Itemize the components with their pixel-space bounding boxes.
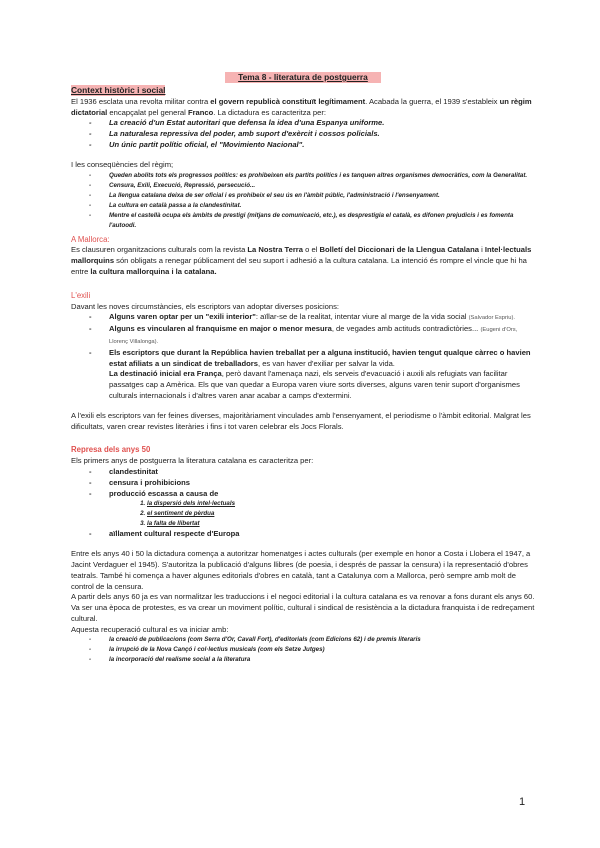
section-heading-mallorca: A Mallorca: (71, 234, 110, 244)
list-item: 3. la falta de llibertat (147, 519, 535, 529)
dictatorship-features-list (71, 118, 535, 150)
section-heading-represa: Represa dels anys 50 (71, 445, 151, 455)
page-number: 1 (519, 796, 526, 808)
consequences-list (71, 171, 535, 231)
list-item: - La naturalesa repressiva del poder, amb suport d'exèrcit i cossos policials. (89, 129, 535, 140)
section-heading-context: Context històric i social (71, 85, 166, 95)
list-item: - La llengua catalana deixa de ser oficial i es prohibeix el seu ús en l'àmbit públic, l'administració i l'ensenyament. (89, 191, 535, 201)
context-intro: El 1936 esclata una revolta militar contra el govern republicà constituït legítimament. Acabada la guerra, el 1939 s'estableix un règim dictatorial encapçalat pel general Franco. La dictadura es caracteritza per: (71, 96, 532, 117)
list-item: - Queden abolits tots els progressos polítics: es prohibeixen els partits polítics i es tanquen altres organismes democràtics, com la Generalitat. (89, 171, 535, 181)
list-item: - Els escriptors que durant la República havien treballat per a alguna institució, havien tengut qualque càrrec o havien estat afiliats a un sindicat de treballadors, es van haver d'exiliar per salvar la vida. La destinació inicial era França, però davant l'amenaça nazi, els serveis d'evacuació i auxili als refugiats van facilitar passatges cap a Amèrica. Els que van quedar a Europa varen viure sorts diverses, alguns varen tenir suport d'organismes culturals internacionals i d'altres varen anar acabar a camps d'extermini. (89, 348, 535, 402)
recovery-list (71, 635, 535, 665)
list-item: - aïllament cultural respecte d'Europa (89, 529, 535, 540)
list-item: - la irrupció de la Nova Cançó i col·lectius musicals (com els Setze Jutges) (89, 645, 535, 655)
section-heading-exili: L'exili (71, 290, 91, 300)
represa-paragraph-2: A partir dels anys 60 ja es van normalitzar les traduccions i el negoci editorial i la cultura catalana es va renovar a fons durant els anys 60. Va ser una època de protestes, es va crear un moviment polític, cultural i sindical de resistència a la dictadura franquista i de redreçament cultural. (71, 592, 535, 623)
represa-paragraph-3: Aquesta recuperació cultural es va iniciar amb: (71, 624, 229, 634)
list-item: - censura i prohibicions (89, 478, 535, 489)
list-item: - Censura, Exili, Execució, Repressió, persecució... (89, 181, 535, 191)
list-item: - la incorporació del realisme social a la literatura (89, 655, 535, 665)
list-item: - Alguns es vincularen al franquisme en major o menor mesura, de vegades amb actituds contradictòries... (Eugeni d'Ors, Llorenç Villalonga). (89, 324, 535, 348)
list-item: - La cultura en català passa a la clandestinitat. (89, 201, 535, 211)
list-item: - la creació de publicacions (com Serra d'Or, Cavall Fort), d'editorials (com Edicions 62) i de premis literaris (89, 635, 535, 645)
list-item: 1. la dispersió dels intel·lectuals (147, 499, 535, 509)
exili-closing: A l'exili els escriptors van fer feines diverses, majoritàriament vinculades amb l'ensenyament, el periodisme o l'àmbit editorial. Malgrat les dificultats, varen crear revistes literàries i fins i tot varen celebrar els Jocs Florals. (71, 410, 531, 431)
list-item: - Mentre el castellà ocupa els àmbits de prestigi (mitjans de comunicació, etc.), es desprestigia el català, es difonen prejudicis i es fomenta l'autoodi. (89, 211, 535, 231)
consequences-intro: I les conseqüències del règim; (71, 159, 174, 169)
exili-positions-list (71, 312, 535, 401)
document-page (71, 72, 535, 665)
list-item: - La creació d'un Estat autoritari que defensa la idea d'una Espanya uniforme. (89, 118, 535, 129)
represa-intro: Els primers anys de postguerra la literatura catalana es caracteritza per: (71, 456, 314, 466)
list-item: - clandestinitat (89, 467, 535, 478)
list-item: 2. el sentiment de pèrdua (147, 509, 535, 519)
represa-features-list (71, 467, 535, 499)
page-title: Tema 8 - literatura de postguerra (225, 72, 381, 83)
list-item: - Alguns varen optar per un "exili interior": aïllar-se de la realitat, intentar viure al marge de la vida social (Salvador Espriu). (89, 312, 535, 324)
causes-list (71, 499, 535, 529)
represa-paragraph-1: Entre els anys 40 i 50 la dictadura comença a autoritzar homenatges i actes culturals (per exemple en honor a Costa i Llobera el 1947, a Jacint Verdaguer el 1945). S'autoritza la publicació d'alguns llibres (de poesia, i després de passar la censura) i la representació d'obres teatrals. També hi comença a haver algunes editorials d'obres en català, tant a Catalunya com a Mallorca, però sempre amb molt de control de la censura. (71, 549, 531, 591)
represa-features-list-end (71, 529, 535, 540)
list-item: - producció escassa a causa de (89, 489, 535, 500)
mallorca-paragraph: Es clausuren organitzacions culturals com la revista La Nostra Terra o el Bolletí del Diccionari de la Llengua Catalana i Intel·lectuals mallorquins són obligats a renegar públicament del seu suport i adhesió a la cultura catalana. La intenció és rompre el vincle que hi ha entre la cultura mallorquina i la catalana. (71, 245, 532, 276)
list-item: - Un únic partit polític oficial, el "Movimiento Nacional". (89, 140, 535, 151)
exili-intro: Davant les noves circumstàncies, els escriptors van adoptar diverses posicions: (71, 301, 340, 311)
